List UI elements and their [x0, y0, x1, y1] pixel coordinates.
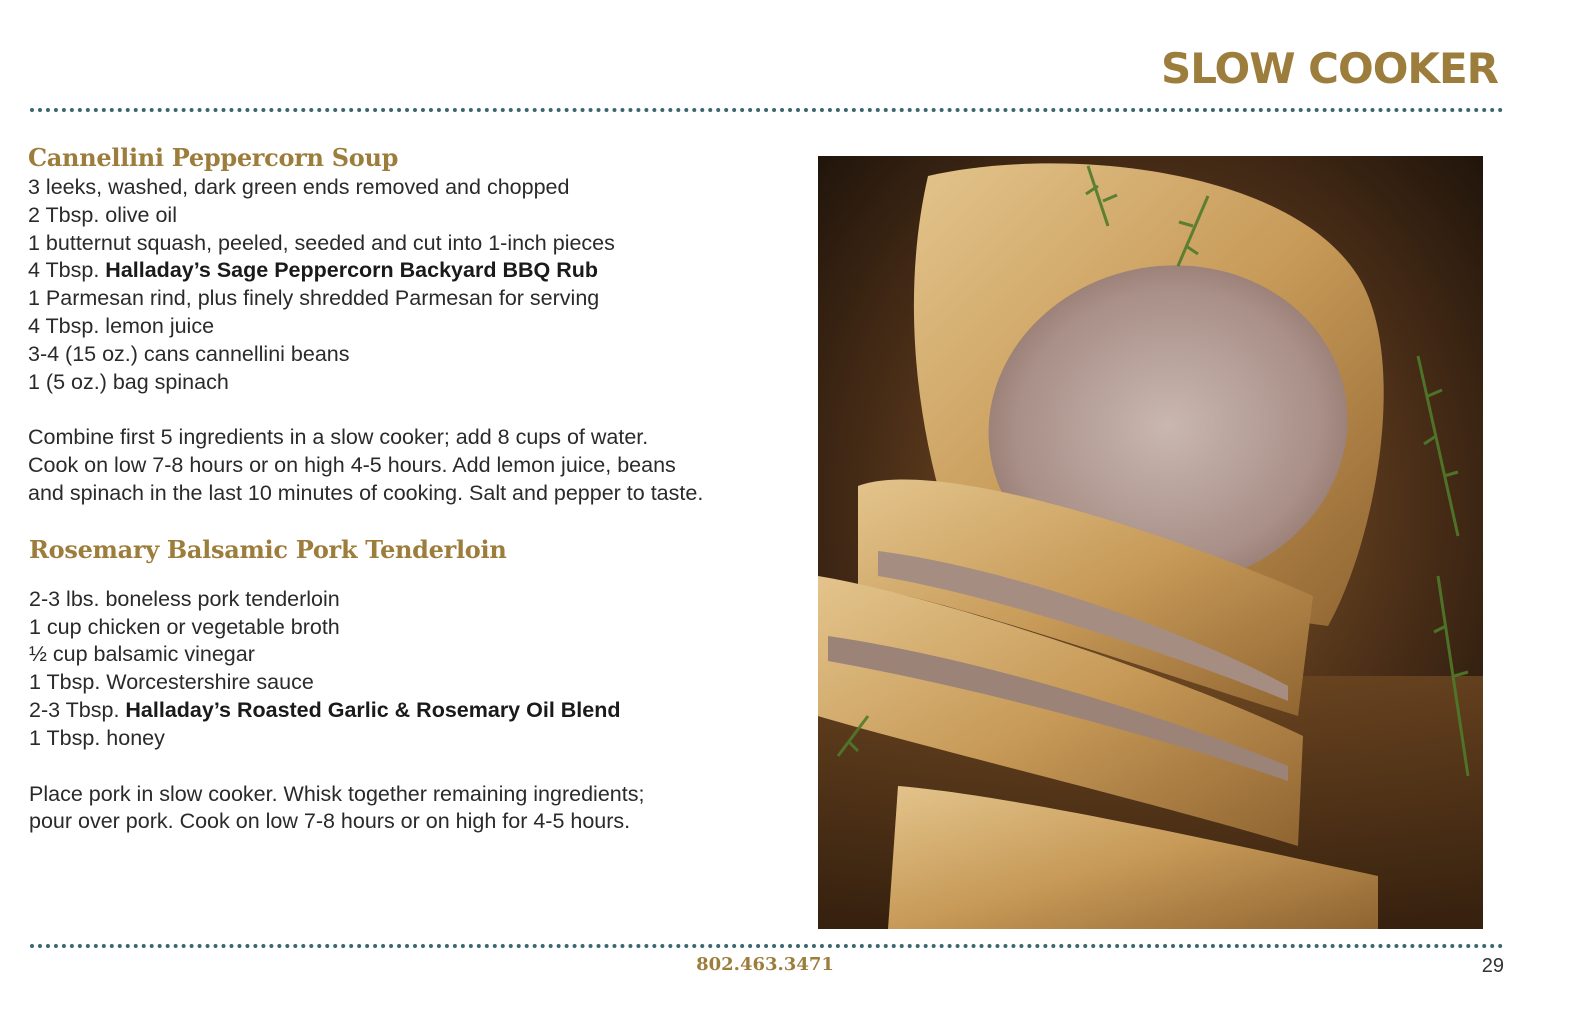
ingredient-item: 1 cup chicken or vegetable broth: [29, 614, 340, 639]
directions-line: Cook on low 7-8 hours or on high 4-5 hours. Add lemon juice, beans: [28, 453, 676, 478]
directions-line: Combine first 5 ingredients in a slow cooker; add 8 cups of water.: [28, 425, 649, 450]
recipe-cannellini-soup: [28, 142, 788, 508]
ingredient-item: 4 Tbsp. Halladay’s Sage Peppercorn Backyard BBQ Rub: [28, 258, 598, 283]
recipe-pork-tenderloin: [28, 534, 788, 836]
ingredient-item: 1 Parmesan rind, plus finely shredded Parmesan for serving: [28, 286, 600, 311]
top-dotted-divider: [30, 108, 1504, 112]
ingredient-item: 3 leeks, washed, dark green ends removed and chopped: [28, 175, 570, 199]
ingredient-item: 2 Tbsp. olive oil: [28, 202, 177, 227]
ingredient-item: 2-3 Tbsp. Halladay’s Roasted Garlic & Rosemary Oil Blend: [29, 697, 621, 722]
recipe-directions: [28, 424, 788, 507]
directions-line: and spinach in the last 10 minutes of cooking. Salt and pepper to taste.: [28, 480, 704, 505]
ingredient-item: 2-3 lbs. boneless pork tenderloin: [29, 586, 340, 611]
recipe-title: Cannellini Peppercorn Soup: [28, 143, 399, 172]
recipe-directions: [29, 781, 788, 837]
recipe-content: [28, 142, 788, 836]
directions-line: Place pork in slow cooker. Whisk together remaining ingredients;: [29, 781, 645, 806]
product-name: Halladay’s Sage Peppercorn Backyard BBQ Rub: [105, 258, 598, 283]
ingredient-item: 4 Tbsp. lemon juice: [28, 313, 215, 338]
ingredient-item: 1 butternut squash, peeled, seeded and cut into 1-inch pieces: [28, 230, 615, 255]
section-title: SLOW COOKER: [1161, 44, 1498, 93]
ingredient-item: 3-4 (15 oz.) cans cannellini beans: [28, 341, 350, 366]
page-number: 29: [1481, 955, 1504, 977]
product-name: Halladay’s Roasted Garlic & Rosemary Oil Blend: [125, 697, 621, 722]
footer-phone-number: 802.463.3471: [696, 954, 834, 975]
ingredient-list: [28, 174, 788, 396]
pork-tenderloin-photo: [818, 156, 1483, 929]
ingredient-item: ½ cup balsamic vinegar: [29, 642, 255, 667]
directions-line: pour over pork. Cook on low 7-8 hours or on high for 4-5 hours.: [29, 809, 631, 834]
ingredient-item: 1 (5 oz.) bag spinach: [28, 369, 229, 394]
ingredient-list: [29, 586, 788, 753]
ingredient-item: 1 Tbsp. Worcestershire sauce: [29, 670, 314, 695]
ingredient-item: 1 Tbsp. honey: [29, 725, 165, 750]
recipe-title: Rosemary Balsamic Pork Tenderloin: [29, 534, 507, 564]
bottom-dotted-divider: [30, 944, 1504, 948]
